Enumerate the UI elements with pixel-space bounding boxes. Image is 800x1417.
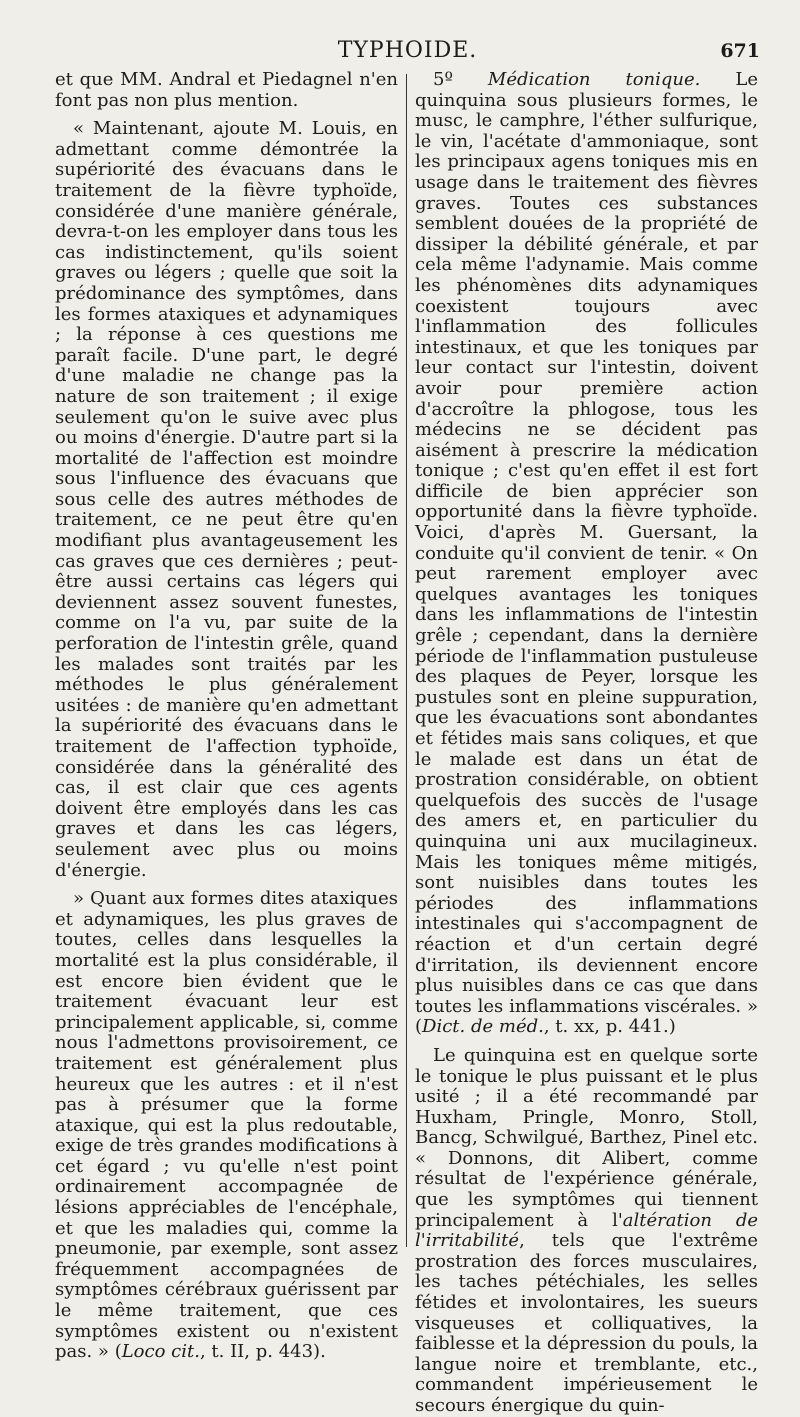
paragraph: « Maintenant, ajoute M. Louis, en admettant comme démontrée la supériorité des évacuans dans le traitement de la fièvre typhoïde, considérée d'une manière générale, devra-t-on les employer dans tous les cas indistinctement, qu'ils soient graves ou légers ; quelle que soit la prédominance des symptômes, dans les formes ataxiques et adynamiques ; la réponse à ces questions me paraît facile. D'une part, le degré d'une maladie ne change pas la nature de son traitement ; il exige seulement qu'on le suive avec plus ou moins d'énergie. D'autre part si la mortalité de l'affection est moindre sous l'influence des évacuans que sous celle des autres méthodes de traitement, ce ne peut être qu'en modifiant plus avantageusement les cas graves que ces dernières ; peut-être aussi certains cas légers qui deviennent assez souvent funestes, comme on l'a vu, par suite de la perforation de l'intestin grêle, quand les malades sont traités par les méthodes le plus généralement usitées : de manière qu'en admettant la supériorité des évacuans dans le traitement de l'affection typhoïde, considérée dans la généralité des cas, il est clair que ces agents doivent être employés dans les cas graves et dans les cas légers, seulement avec plus ou moins d'énergie. — [55, 118, 398, 881]
running-title: TYPHOIDE. — [337, 38, 478, 63]
text-columns — [55, 69, 760, 1416]
paragraph — [55, 889, 398, 1363]
page-number: 671 — [720, 40, 760, 62]
paragraph: et que MM. Andral et Piedagnel n'en font pas non plus mention. — [55, 69, 398, 111]
citation-ref: , t. II, p. 443). — [199, 1341, 326, 1363]
paragraph — [415, 1046, 758, 1417]
section-title: Médication tonique. — [487, 69, 701, 90]
citation-source: Loco cit. — [121, 1341, 200, 1363]
paragraph-text: , tels que l'extrême prostration des forces musculaires, les taches pétéchiales, les selles fétides et involontaires, les sueurs visqueuses et colliquatives, la faiblesse et la dépression du pouls, la langue noire et tremblante, etc., commandent impérieusement le secours énergique du quin- — [415, 1230, 758, 1416]
citation-open: ( — [415, 1016, 423, 1038]
left-column — [55, 69, 398, 1363]
citation-open: ( — [114, 1341, 122, 1363]
citation-ref: , t. xx, p. 441.) — [543, 1016, 676, 1038]
column-divider — [406, 74, 407, 1247]
italic-phrase: altération de l'irritabilité — [415, 1209, 758, 1252]
section-number: 5º — [433, 69, 453, 90]
citation-source: Dict. de méd. — [422, 1016, 544, 1038]
right-column — [415, 69, 758, 1416]
paragraph-text: Le quinquina est en quelque sorte le tonique le plus puissant et le plus usité ; il a été recommandé par Huxham, Pringle, Monro, Stoll, Bancg, Schwilgué, Barthez, Pinel etc. « Donnons, dit Alibert, comme résultat de l'expérience générale, que les symptômes qui tiennent principalement à l' — [415, 1044, 758, 1231]
paragraph-text: » Quant aux formes dites ataxiques et adynamiques, les plus graves de toutes, celles dans lesquelles la mortalité est la plus considérable, il est encore bien évident que le traitement évacuant leur est principalement applicable, si, comme nous l'admettons provisoirement, ce traitement est généralement plus heureux que les autres : et il n'est pas à présumer que la forme ataxique, qui est la plus redoutable, exige de très grandes modifications à cet égard ; vu qu'elle n'est point ordinairement accompagnée de lésions appréciables de l'encéphale, et que les maladies qui, comme la pneumonie, par exemple, sont assez fréquemment accompagnées de symptômes cérébraux guérissent par le même traitement, que ces symptômes existent ou n'existent pas. » — [55, 888, 398, 1363]
paragraph-text: Le quinquina sous plusieurs formes, le musc, le camphre, l'éther sulfurique, le vin, l'acétate d'ammoniaque, sont les principaux agens toniques mis en usage dans le traitement des fièvres graves. Toutes ces substances semblent douées de la propriété de dissiper la débilité générale, et par cela même l'adynamie. Mais comme les phénomènes dits adynamiques coexistent toujours avec l'inflammation des follicules intestinaux, et que les toniques par leur contact sur l'intestin, doivent avoir pour première action d'accroître la phlogose, tous les médecins ne se décident pas aisément à prescrire la médication tonique ; c'est qu'en effet il est fort difficile de bien apprécier son opportunité dans la fièvre typhoïde. Voici, d'après M. Guersant, la conduite qu'il convient de tenir. « On peut rarement employer avec quelques avantages les toniques dans les inflammations de l'intestin grêle ; cependant, dans la dernière période de l'inflammation pustuleuse des plaques de Peyer, lorsque les pustules sont en pleine suppuration, que les évacuations sont abondantes et fétides mais sans coliques, et que le malade est dans un état de prostration considérable, on obtient quelquefois des succès de l'usage des amers et, en particulier du quinquina uni aux mucilagineux. Mais les toniques même mitigés, sont nuisibles dans toutes les périodes des inflammations intestinales qui s'accompagnent de réaction et d'un certain degré d'irritation, ils deviennent encore plus nuisibles dans ce cas que dans toutes les inflammations viscérales. » — [415, 69, 758, 1017]
paragraph — [415, 70, 758, 1038]
page-header — [55, 38, 760, 70]
